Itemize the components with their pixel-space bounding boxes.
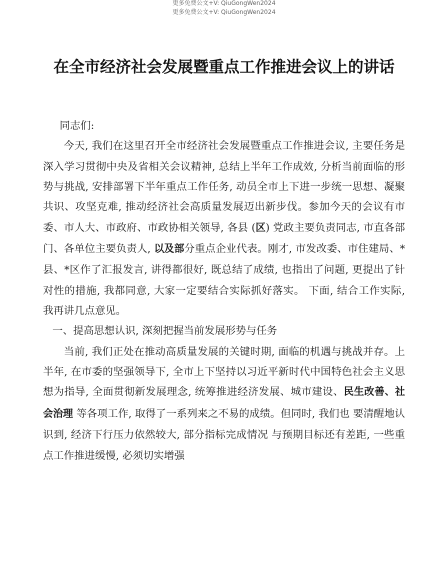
paragraph-intro-bold-2: 以及部 — [154, 244, 185, 256]
paragraph-intro-bold-1: 区 — [255, 222, 266, 234]
paragraph-situation-text-1: 当前, 我们正处在推动高质量发展的关键时期, 面临的机遇与挑战并存。上半年, 在市委的坚强领导下, 全市上下坚持以习近平新时代中国特色社会主义思想为指导, 全面贯彻新发展理念, 统筹推进经济发展、城市建设、 — [43, 345, 405, 399]
paragraph-situation-bold-1: 民生改善、社会治理 — [43, 387, 405, 420]
paragraph-situation-text-2: 等各项工作, 取得了一系列来之不易的成绩。但同时, 我们也 要清醒地认识到, 经济下行压力依然较大, 部分指标完成情况 与预期目标还有差距, 一些重点工作推进缓慢, 必须切实增强 — [43, 407, 405, 462]
paragraph-intro-text-3: 分重点企业代表。刚才, 市发改委、市住建局、*县、*区作了汇报发言, 讲得都很好, 既总结了成绩, 也指出了问题, 更提出了针对性的措施, 我都同意, 大家一定要结合实际抓好落实。 下面, 结合工作实际, 我再讲几点意见。 — [43, 243, 406, 318]
document-title: 在全市经济社会发展暨重点工作推进会议上的讲话 — [53, 58, 395, 76]
header-watermark-line-1: 更多免费公文+V: QiuGongWen2024 — [172, 0, 276, 7]
paragraph-situation — [43, 342, 405, 466]
document-body — [43, 116, 405, 466]
section-heading-1: 一、提高思想认识, 深刻把握当前发展形势与任务 — [52, 325, 278, 338]
paragraph-intro-text-2: ) 党政主要负责同志, 市直各部门、各单位主要负责人, — [43, 221, 405, 256]
greeting: 同志们: — [59, 120, 95, 132]
paragraph-intro — [43, 136, 405, 321]
header-watermark-line-2: 更多免费公文+V: QiuGongWen2024 — [172, 9, 276, 16]
paragraph-intro-text-1: 今天, 我们在这里召开全市经济社会发展暨重点工作推进会议, 主要任务是深入学习贯彻中央及省相关会议精神, 总结上半年工作成效, 分析当前面临的形势与挑战, 安排部署下半年重点工作任务, 动员全市上下进一步统一思想、凝聚共识、攻坚克难, 推动经济社会高质量发展迈出新步伐。参加今天的会议有市委、市人大、市政府、市政协相关领导, 各县 ( — [43, 140, 405, 234]
